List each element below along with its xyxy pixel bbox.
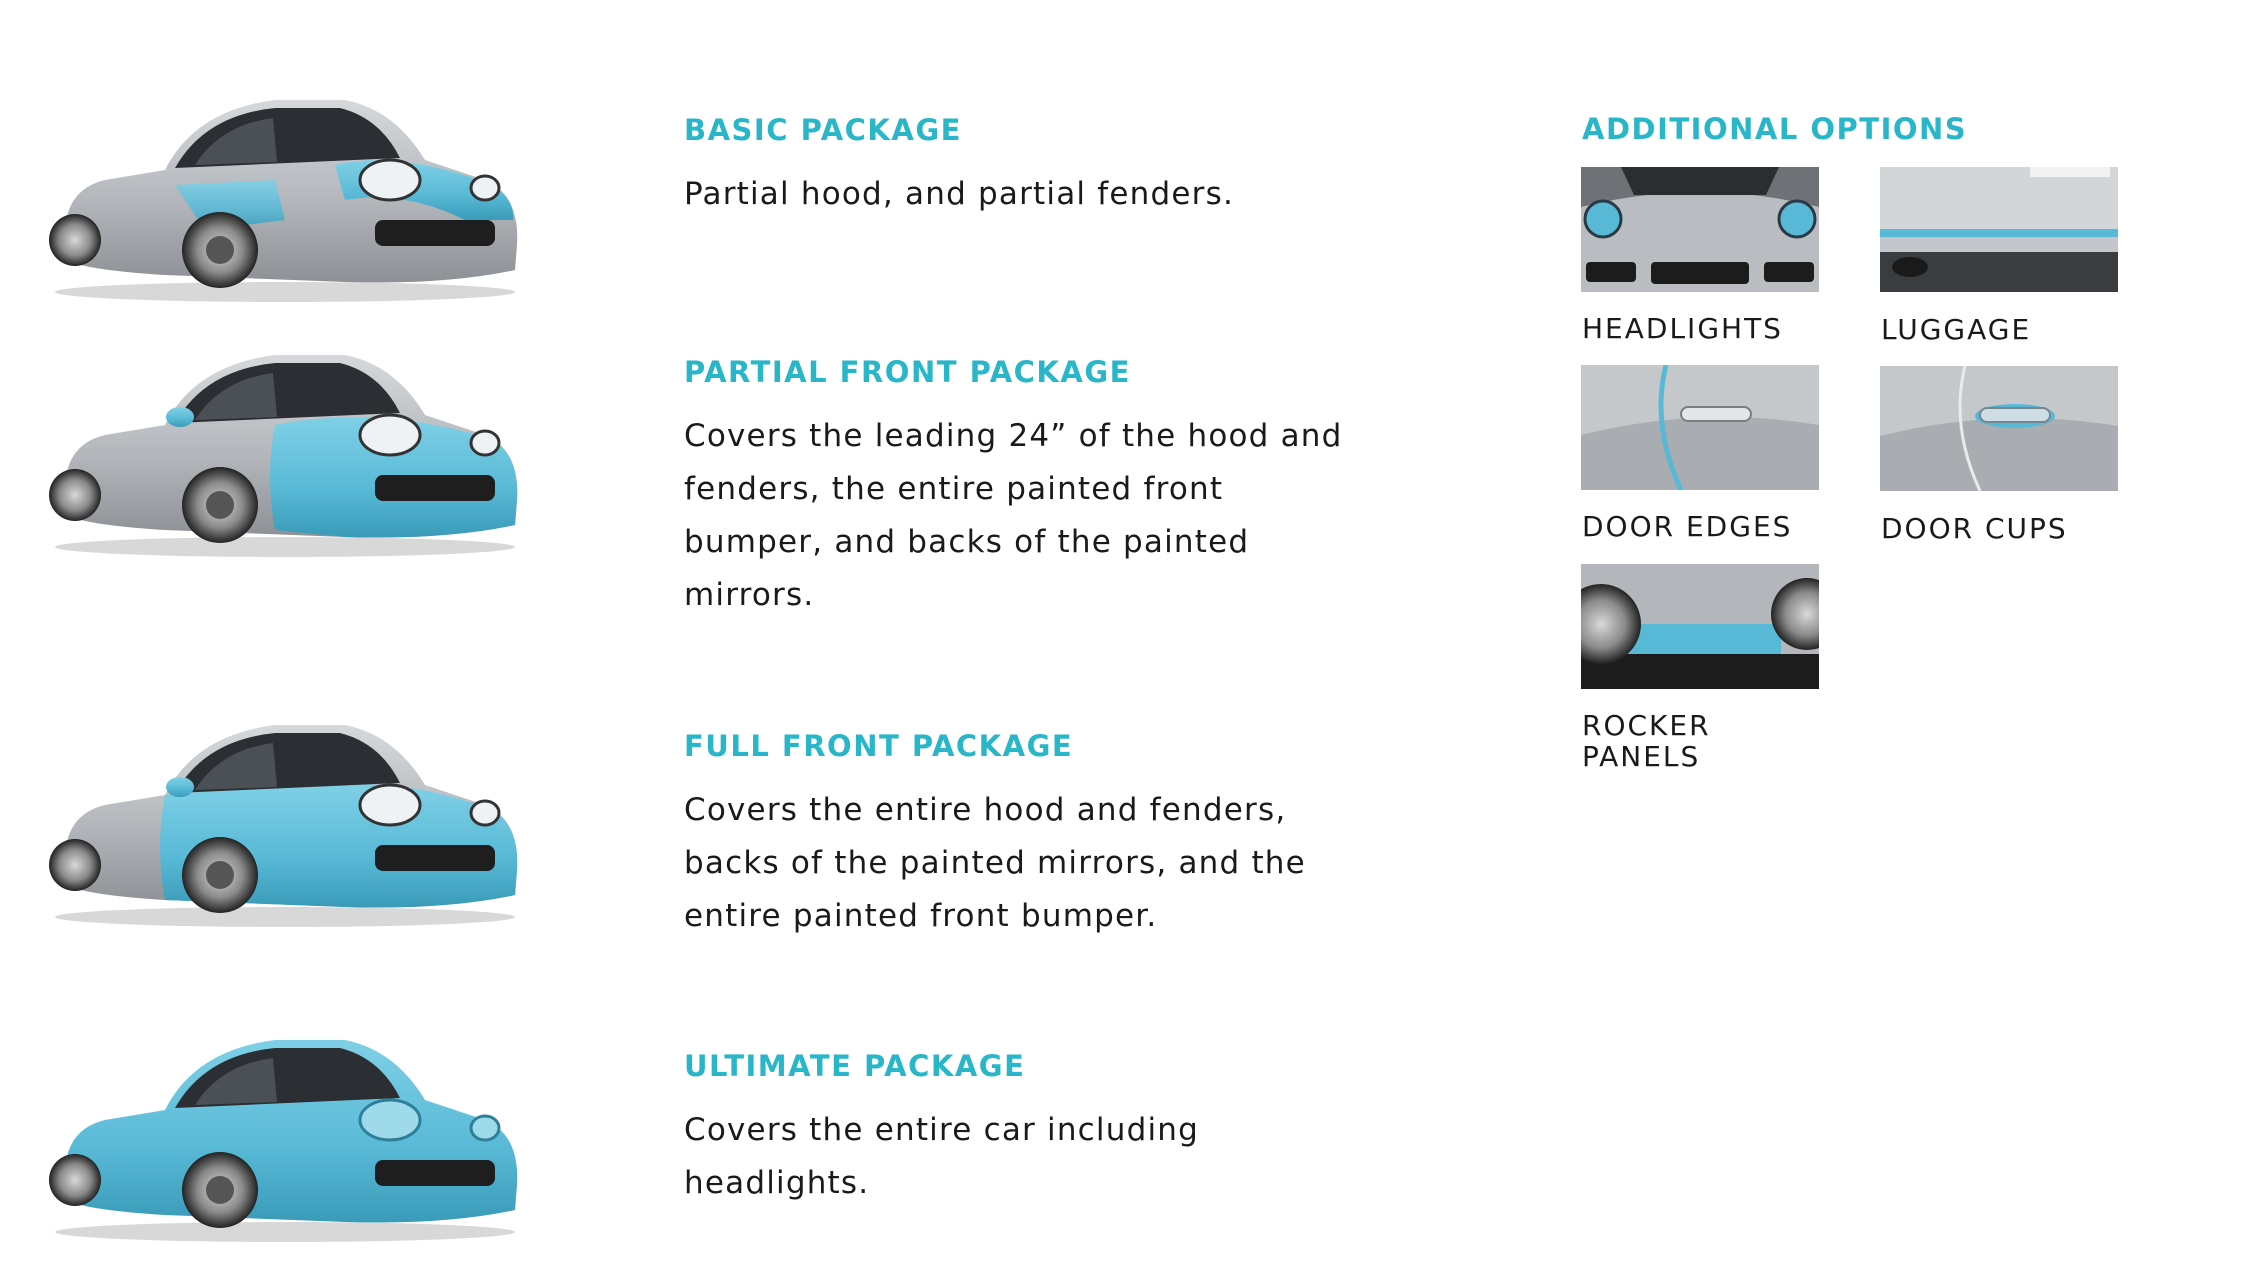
door-cups-thumbnail <box>1880 366 2118 491</box>
ultimate-package-title: ULTIMATE PACKAGE <box>684 1049 1026 1083</box>
door-cups-label: DOOR CUPS <box>1881 512 2068 545</box>
door-edges-thumbnail <box>1581 365 1819 490</box>
door-edges-label: DOOR EDGES <box>1582 510 1793 543</box>
partial-front-package-title: PARTIAL FRONT PACKAGE <box>684 355 1131 389</box>
car-partial-front-package-image <box>45 325 525 565</box>
luggage-label: LUGGAGE <box>1881 313 2032 346</box>
partial-front-package-description: Covers the leading 24” of the hood and fenders, the entire painted front bumper, and backs of the painted mirrors. <box>684 418 1343 613</box>
basic-package-title: BASIC PACKAGE <box>684 113 962 147</box>
rocker-panels-thumbnail <box>1581 564 1819 689</box>
full-front-package-description: Covers the entire hood and fenders, backs of the painted mirrors, and the entire painted front bumper. <box>684 792 1306 934</box>
car-ultimate-package-image <box>45 1010 525 1250</box>
headlights-thumbnail <box>1581 167 1819 292</box>
full-front-package-title: FULL FRONT PACKAGE <box>684 729 1074 763</box>
luggage-thumbnail <box>1880 167 2118 292</box>
car-full-front-package-image <box>45 695 525 935</box>
car-basic-package-image <box>45 70 525 310</box>
additional-options-header: ADDITIONAL OPTIONS <box>1582 112 1968 146</box>
basic-package-description: Partial hood, and partial fenders. <box>684 176 1234 212</box>
headlights-label: HEADLIGHTS <box>1582 312 1783 345</box>
ultimate-package-description: Covers the entire car including headlights. <box>684 1112 1200 1201</box>
rocker-panels-label: ROCKER PANELS <box>1582 709 1711 773</box>
